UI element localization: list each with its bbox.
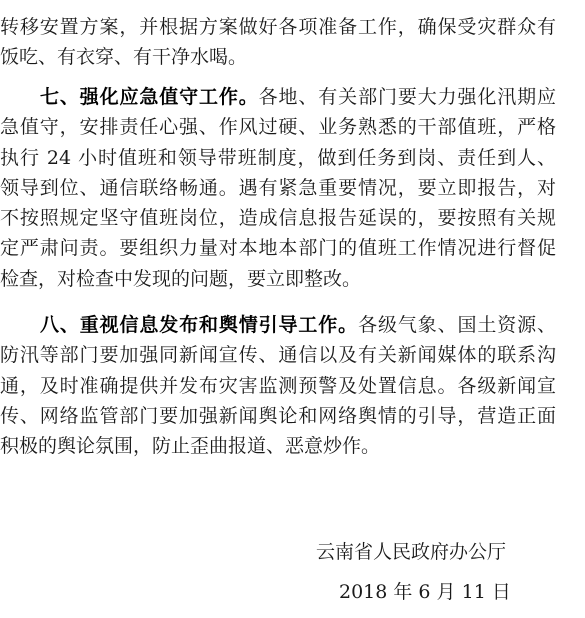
paragraph-line: 急值守，安排责任心强、作风过硬、业务熟悉的干部值班，严格 [0, 116, 556, 139]
paragraph-section-eight [0, 310, 585, 461]
paragraph-line: 饭吃、有衣穿、有干净水喝。 [0, 46, 248, 69]
paragraph-first-line [0, 310, 556, 340]
paragraph-line: 防汛等部门要加强同新闻宣传、通信以及有关新闻媒体的联系沟 [0, 344, 556, 367]
paragraph-line: 检查，对检查中发现的问题，要立即整改。 [0, 267, 362, 290]
paragraph-line: 通，及时准确提供并发布灾害监测预警及处置信息。各级新闻宣 [0, 374, 556, 397]
paragraph-line-text: 各级气象、国土资源、 [358, 314, 556, 336]
paragraph-line: 执行 24 小时值班和领导带班制度，做到任务到岗、责任到人、 [0, 146, 556, 169]
paragraph-line: 领导到位、通信联络畅通。遇有紧急重要情况，要立即报告，对 [0, 176, 556, 199]
paragraph-line: 不按照规定坚守值班岗位，造成信息报告延误的，要按照有关规 [0, 207, 556, 230]
paragraph-line: 传、网络监管部门要加强新闻舆论和网络舆情的引导，营造正面 [0, 404, 556, 427]
signature-organization: 云南省人民政府办公厅 [316, 541, 507, 563]
paragraph-line: 转移安置方案，并根据方案做好各项准备工作，确保受灾群众有 [0, 16, 556, 38]
section-heading: 八、重视信息发布和舆情引导工作。 [40, 314, 359, 336]
paragraph-line: 积极的舆论氛围，防止歪曲报道、恶意炒作。 [0, 435, 381, 458]
paragraph-first-line [0, 82, 556, 112]
paragraph-line-text: 各地、有关部门要大力强化汛期应 [258, 86, 556, 108]
section-heading: 七、强化应急值守工作。 [40, 86, 259, 108]
paragraph-line: 定严肃问责。要组织力量对本地本部门的值班工作情况进行督促 [0, 237, 556, 260]
paragraph-section-seven [0, 82, 585, 294]
signature-date: 2018 年 6 月 11 日 [339, 581, 511, 603]
paragraph-transfer-resettlement [0, 12, 585, 73]
